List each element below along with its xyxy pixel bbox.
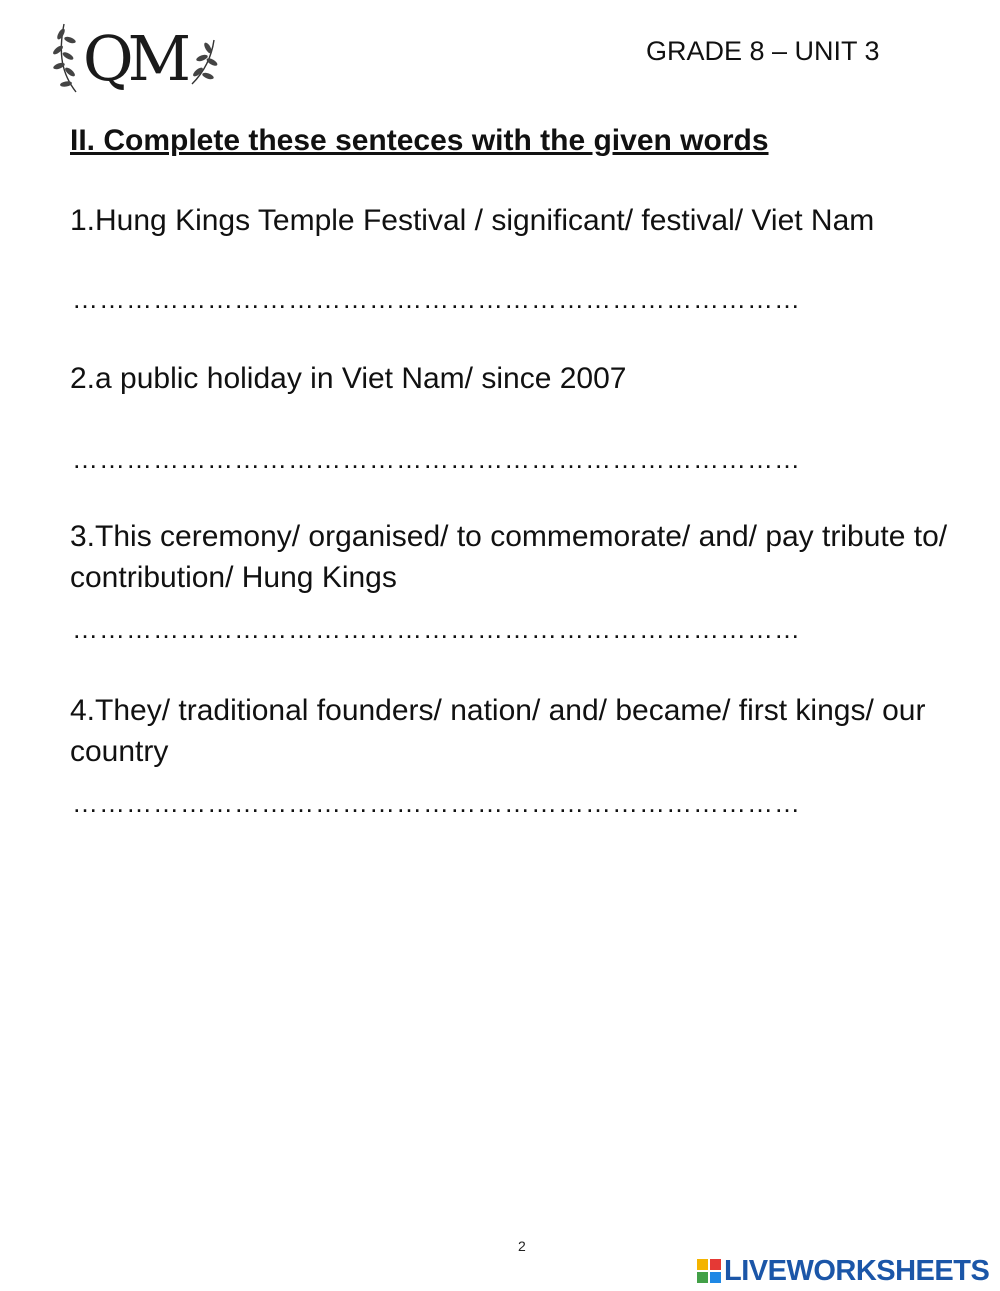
question-4-answer-line[interactable]: ……………………………………………………………………… [72, 788, 801, 818]
brand-text: LIVEWORKSHEETS [724, 1254, 990, 1287]
liveworksheets-brand[interactable] [697, 1255, 989, 1287]
question-1-prompt: 1.Hung Kings Temple Festival / significant/ festival/ Viet Nam [70, 204, 875, 237]
page-number: 2 [518, 1238, 526, 1254]
liveworksheets-logo-icon [697, 1259, 721, 1283]
question-2-prompt: 2.a public holiday in Viet Nam/ since 2007 [70, 362, 627, 395]
question-4-prompt: 4.They/ traditional founders/ nation/ and/ became/ first kings/ our country [70, 694, 926, 768]
question-3-prompt: 3.This ceremony/ organised/ to commemorate/ and/ pay tribute to/ contribution/ Hung Kings [70, 520, 948, 594]
logo-text: QM [82, 22, 186, 95]
question-2-answer-line[interactable]: ……………………………………………………………………… [72, 444, 801, 474]
section-heading: II. Complete these senteces with the given words [70, 124, 769, 157]
question-3-answer-line[interactable]: ……………………………………………………………………… [72, 614, 801, 644]
question-1-answer-line[interactable]: ……………………………………………………………………… [72, 284, 801, 314]
grade-unit-label: GRADE 8 – UNIT 3 [646, 36, 880, 66]
qm-logo [48, 14, 220, 104]
